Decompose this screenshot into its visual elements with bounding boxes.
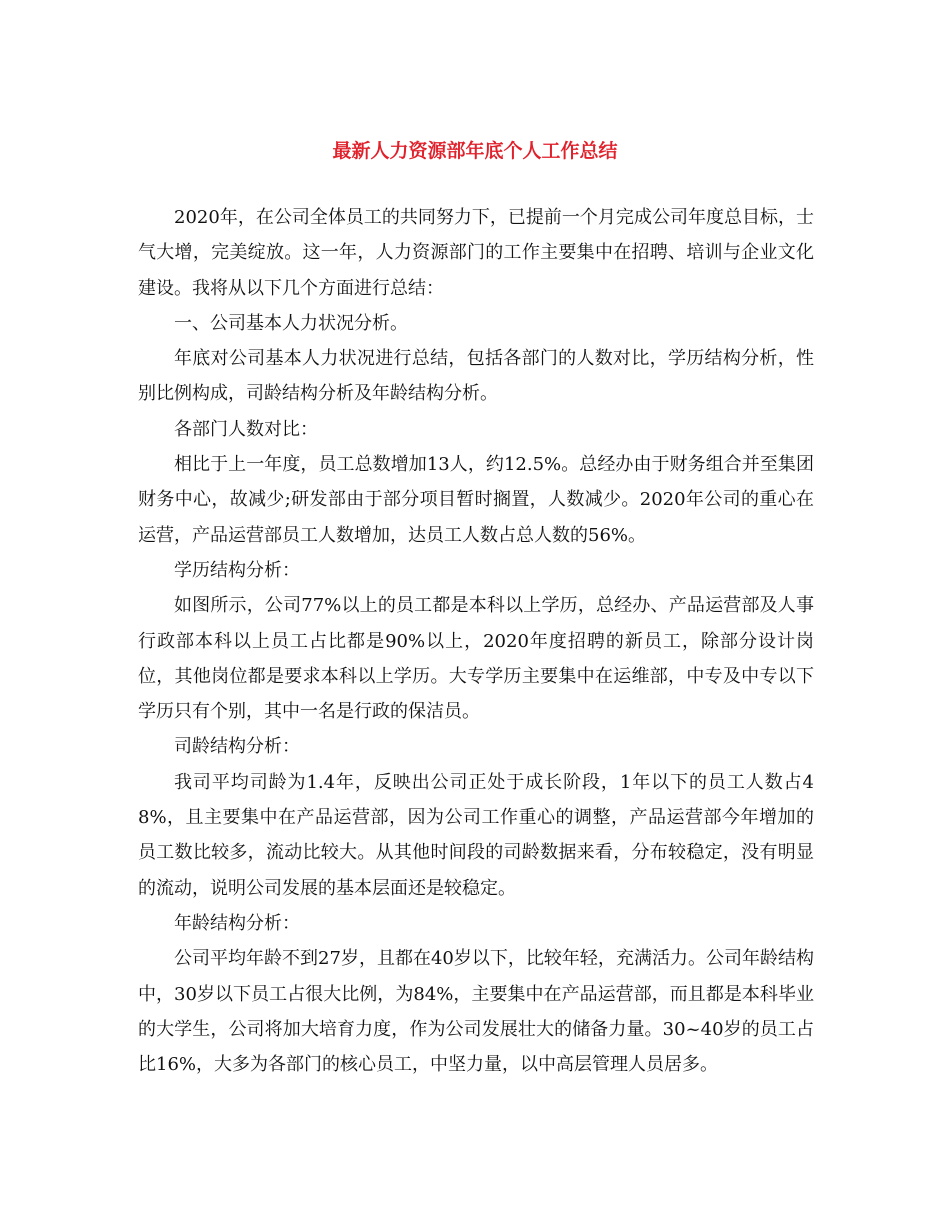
paragraph-tenure-structure: 我司平均司龄为1.4年，反映出公司正处于成长阶段，1年以下的员工人数占48%，且主要集中在产品运营部，因为公司工作重心的调整，产品运营部今年增加的员工数比较多，流动比较大。从其他时间段的司龄数据来看，分布较稳定，没有明显的流动，说明公司发展的基本层面还是较稳定。 [138, 771, 814, 899]
paragraph-intro: 2020年，在公司全体员工的共同努力下，已提前一个月完成公司年度总目标，士气大增，完美绽放。这一年，人力资源部门的工作主要集中在招聘、培训与企业文化建设。我将从以下几个方面进行总结： [138, 207, 814, 299]
paragraph-age-structure: 公司平均年龄不到27岁，且都在40岁以下，比较年轻，充满活力。公司年龄结构中，30岁以下员工占很大比例，为84%，主要集中在产品运营部，而且都是本科毕业的大学生，公司将加大培育力度，作为公司发展壮大的储备力量。30~40岁的员工占比16%，大多为各部门的核心员工，中坚力量，以中高层管理人员居多。 [138, 948, 814, 1076]
subheading-education-structure: 学历结构分析： [174, 559, 300, 581]
section-heading-basic-analysis: 一、公司基本人力状况分析。 [174, 312, 408, 334]
paragraph-basic-analysis: 年底对公司基本人力状况进行总结，包括各部门的人数对比，学历结构分析，性别比例构成，司龄结构分析及年龄结构分析。 [138, 348, 814, 405]
subheading-age-structure: 年龄结构分析： [174, 912, 300, 934]
document-title: 最新人力资源部年底个人工作总结 [332, 140, 618, 162]
paragraph-education-structure: 如图所示，公司77%以上的员工都是本科以上学历，总经办、产品运营部及人事行政部本科以上员工占比都是90%以上，2020年度招聘的新员工，除部分设计岗位，其他岗位都是要求本科以上学历。大专学历主要集中在运维部，中专及中专以下学历只有个别，其中一名是行政的保洁员。 [138, 595, 814, 723]
document-body [138, 200, 814, 1082]
subheading-tenure-structure: 司龄结构分析： [174, 736, 300, 758]
subheading-department-comparison: 各部门人数对比： [174, 418, 318, 440]
paragraph-department-comparison: 相比于上一年度，员工总数增加13人，约12.5%。总经办由于财务组合并至集团财务中心，故减少;研发部由于部分项目暂时搁置，人数减少。2020年公司的重心在运营，产品运营部员工人数增加，达员工人数占总人数的56%。 [138, 454, 814, 546]
